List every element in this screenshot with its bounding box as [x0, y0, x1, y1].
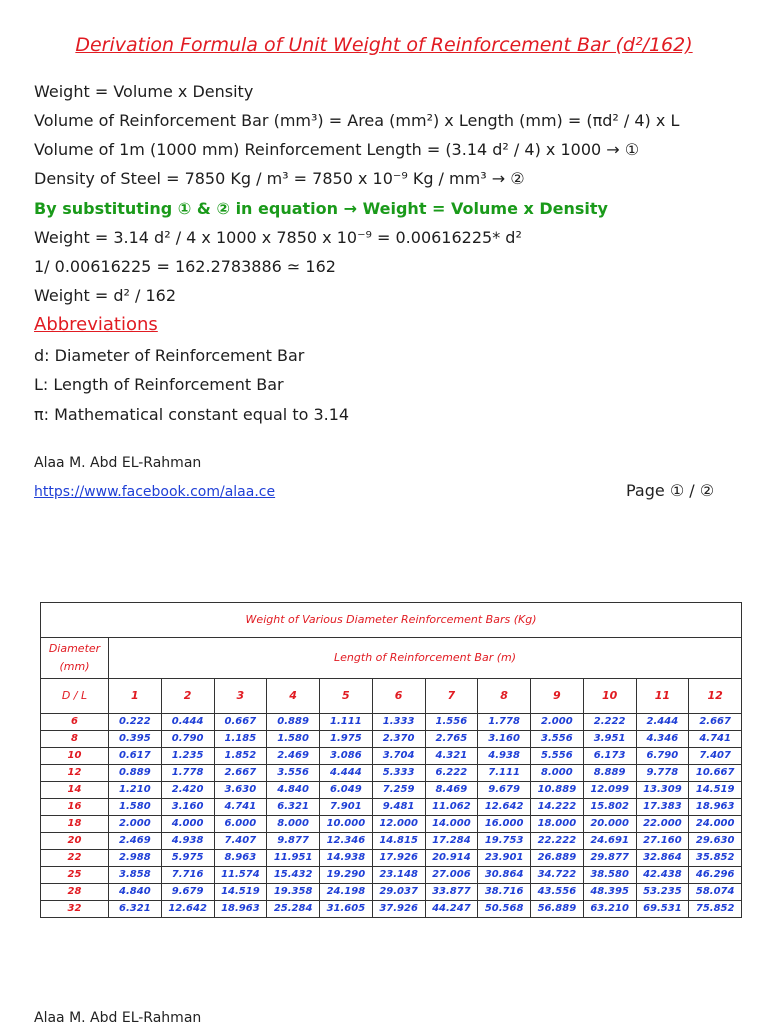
weight-cell: 4.741 — [689, 731, 742, 748]
weight-cell: 6.049 — [320, 782, 373, 799]
weight-cell: 14.519 — [689, 782, 742, 799]
derivation-line-6: Weight = 3.14 d² / 4 x 1000 x 7850 x 10⁻⁹ = 0.00616225* d² — [34, 228, 522, 247]
length-header-cell: 3 — [214, 679, 267, 714]
diameter-header — [41, 638, 109, 679]
weight-cell: 2.469 — [109, 833, 162, 850]
abbreviation-3: π: Mathematical constant equal to 3.14 — [34, 405, 350, 424]
length-header-cell: 12 — [689, 679, 742, 714]
length-header-cell: 4 — [267, 679, 320, 714]
weight-cell: 3.704 — [372, 748, 425, 765]
weight-cell: 5.975 — [161, 850, 214, 867]
weight-cell: 26.889 — [531, 850, 584, 867]
weight-cell: 14.222 — [531, 799, 584, 816]
weight-cell: 8.000 — [531, 765, 584, 782]
weight-cell: 35.852 — [689, 850, 742, 867]
weight-cell: 24.000 — [689, 816, 742, 833]
page-number: Page ① / ② — [626, 481, 715, 500]
table-row — [41, 748, 742, 765]
table-row — [41, 884, 742, 901]
weight-cell: 7.259 — [372, 782, 425, 799]
weight-cell: 12.000 — [372, 816, 425, 833]
weight-cell: 7.111 — [478, 765, 531, 782]
weight-cell: 38.716 — [478, 884, 531, 901]
weight-cell: 9.778 — [636, 765, 689, 782]
length-header-cell: 2 — [161, 679, 214, 714]
weight-cell: 2.420 — [161, 782, 214, 799]
table-row — [41, 850, 742, 867]
weight-cell: 1.111 — [320, 714, 373, 731]
weight-cell: 7.901 — [320, 799, 373, 816]
weight-cell: 4.346 — [636, 731, 689, 748]
weight-cell: 20.914 — [425, 850, 478, 867]
weight-cell: 2.765 — [425, 731, 478, 748]
table-row — [41, 867, 742, 884]
weight-cell: 6.321 — [109, 901, 162, 918]
diameter-cell: 20 — [41, 833, 109, 850]
weight-cell: 1.852 — [214, 748, 267, 765]
weight-cell: 22.000 — [636, 816, 689, 833]
weight-cell: 1.580 — [109, 799, 162, 816]
facebook-link[interactable]: https://www.facebook.com/alaa.ce — [34, 484, 276, 500]
weight-cell: 6.222 — [425, 765, 478, 782]
derivation-line-8: Weight = d² / 162 — [34, 286, 176, 305]
weight-cell: 9.679 — [478, 782, 531, 799]
weight-cell: 3.556 — [531, 731, 584, 748]
weight-cell: 0.222 — [109, 714, 162, 731]
diameter-cell: 18 — [41, 816, 109, 833]
weight-cell: 8.963 — [214, 850, 267, 867]
weight-cell: 14.519 — [214, 884, 267, 901]
weight-cell: 3.858 — [109, 867, 162, 884]
table-caption: Weight of Various Diameter Reinforcement Bars (Kg) — [41, 603, 742, 638]
weight-cell: 48.395 — [583, 884, 636, 901]
weight-cell: 12.099 — [583, 782, 636, 799]
weight-cell: 15.802 — [583, 799, 636, 816]
weight-cell: 11.951 — [267, 850, 320, 867]
diameter-cell: 16 — [41, 799, 109, 816]
weight-cell: 75.852 — [689, 901, 742, 918]
weight-cell: 2.000 — [109, 816, 162, 833]
table-row — [41, 782, 742, 799]
weight-cell: 0.790 — [161, 731, 214, 748]
diameter-cell: 28 — [41, 884, 109, 901]
weight-cell: 5.333 — [372, 765, 425, 782]
weight-cell: 42.438 — [636, 867, 689, 884]
weight-cell: 19.358 — [267, 884, 320, 901]
weight-cell: 13.309 — [636, 782, 689, 799]
table-row — [41, 901, 742, 918]
weight-cell: 12.346 — [320, 833, 373, 850]
table-row — [41, 765, 742, 782]
weight-cell: 22.222 — [531, 833, 584, 850]
diameter-cell: 6 — [41, 714, 109, 731]
weight-cell: 24.198 — [320, 884, 373, 901]
table-row — [41, 833, 742, 850]
weight-cell: 17.284 — [425, 833, 478, 850]
abbreviations-heading: Abbreviations — [34, 314, 158, 335]
weight-cell: 4.840 — [267, 782, 320, 799]
length-header-cell: 8 — [478, 679, 531, 714]
weight-cell: 18.963 — [214, 901, 267, 918]
weight-cell: 4.938 — [478, 748, 531, 765]
weight-cell: 63.210 — [583, 901, 636, 918]
weight-cell: 1.580 — [267, 731, 320, 748]
weight-cell: 6.000 — [214, 816, 267, 833]
weight-cell: 2.988 — [109, 850, 162, 867]
diameter-cell: 12 — [41, 765, 109, 782]
weight-cell: 23.148 — [372, 867, 425, 884]
weight-cell: 0.889 — [109, 765, 162, 782]
weight-cell: 8.889 — [583, 765, 636, 782]
weight-cell: 7.407 — [214, 833, 267, 850]
diameter-cell: 22 — [41, 850, 109, 867]
abbreviation-1: d: Diameter of Reinforcement Bar — [34, 346, 305, 365]
table-row — [41, 799, 742, 816]
length-header-cell: 5 — [320, 679, 373, 714]
weight-cell: 17.926 — [372, 850, 425, 867]
weight-cell: 1.778 — [161, 765, 214, 782]
weight-cell: 8.469 — [425, 782, 478, 799]
weight-cell: 20.000 — [583, 816, 636, 833]
weight-cell: 2.000 — [531, 714, 584, 731]
weight-cell: 2.222 — [583, 714, 636, 731]
weight-cell: 27.160 — [636, 833, 689, 850]
weight-cell: 2.444 — [636, 714, 689, 731]
dl-label: D / L — [41, 679, 109, 714]
author-footer: Alaa M. Abd EL-Rahman — [34, 1010, 202, 1026]
weight-cell: 23.901 — [478, 850, 531, 867]
weight-cell: 4.000 — [161, 816, 214, 833]
weight-cell: 38.580 — [583, 867, 636, 884]
weight-cell: 32.864 — [636, 850, 689, 867]
weight-cell: 0.667 — [214, 714, 267, 731]
weight-cell: 14.815 — [372, 833, 425, 850]
weight-cell: 2.667 — [689, 714, 742, 731]
weight-cell: 14.938 — [320, 850, 373, 867]
weight-cell: 29.630 — [689, 833, 742, 850]
weight-cell: 7.716 — [161, 867, 214, 884]
weight-cell: 34.722 — [531, 867, 584, 884]
weight-table — [40, 602, 742, 918]
weight-cell: 58.074 — [689, 884, 742, 901]
weight-cell: 4.840 — [109, 884, 162, 901]
weight-cell: 16.000 — [478, 816, 531, 833]
length-header-cell: 10 — [583, 679, 636, 714]
diameter-cell: 32 — [41, 901, 109, 918]
weight-cell: 46.296 — [689, 867, 742, 884]
weight-cell: 9.877 — [267, 833, 320, 850]
weight-cell: 1.975 — [320, 731, 373, 748]
diameter-header-label: Diameter — [48, 642, 101, 655]
table-row — [41, 714, 742, 731]
weight-cell: 18.000 — [531, 816, 584, 833]
derivation-line-3: Volume of 1m (1000 mm) Reinforcement Length = (3.14 d² / 4) x 1000 → ① — [34, 140, 640, 159]
document-title: Derivation Formula of Unit Weight of Reinforcement Bar (d²/162) — [75, 34, 693, 56]
weight-cell: 4.938 — [161, 833, 214, 850]
weight-cell: 6.321 — [267, 799, 320, 816]
weight-cell: 0.889 — [267, 714, 320, 731]
derivation-line-7: 1/ 0.00616225 = 162.2783886 ≃ 162 — [34, 257, 336, 276]
length-header-cell: 1 — [109, 679, 162, 714]
author-name: Alaa M. Abd EL-Rahman — [34, 455, 202, 471]
weight-cell: 56.889 — [531, 901, 584, 918]
weight-cell: 1.778 — [478, 714, 531, 731]
weight-cell: 11.574 — [214, 867, 267, 884]
diameter-header-unit: (mm) — [59, 660, 90, 673]
weight-cell: 3.086 — [320, 748, 373, 765]
weight-cell: 14.000 — [425, 816, 478, 833]
weight-cell: 53.235 — [636, 884, 689, 901]
weight-cell: 0.617 — [109, 748, 162, 765]
weight-cell: 25.284 — [267, 901, 320, 918]
weight-cell: 12.642 — [478, 799, 531, 816]
weight-cell: 9.679 — [161, 884, 214, 901]
weight-cell: 12.642 — [161, 901, 214, 918]
weight-cell: 44.247 — [425, 901, 478, 918]
weight-cell: 3.160 — [478, 731, 531, 748]
weight-cell: 0.444 — [161, 714, 214, 731]
derivation-line-1: Weight = Volume x Density — [34, 82, 254, 101]
weight-cell: 24.691 — [583, 833, 636, 850]
weight-cell: 1.235 — [161, 748, 214, 765]
weight-cell: 30.864 — [478, 867, 531, 884]
length-header-cell: 7 — [425, 679, 478, 714]
table-row — [41, 731, 742, 748]
weight-cell: 3.630 — [214, 782, 267, 799]
diameter-cell: 10 — [41, 748, 109, 765]
weight-cell: 11.062 — [425, 799, 478, 816]
weight-cell: 3.160 — [161, 799, 214, 816]
weight-cell: 33.877 — [425, 884, 478, 901]
weight-cell: 69.531 — [636, 901, 689, 918]
length-header: Length of Reinforcement Bar (m) — [109, 638, 742, 679]
weight-cell: 2.469 — [267, 748, 320, 765]
weight-cell: 2.667 — [214, 765, 267, 782]
weight-cell: 10.889 — [531, 782, 584, 799]
weight-cell: 18.963 — [689, 799, 742, 816]
weight-cell: 1.556 — [425, 714, 478, 731]
weight-cell: 29.037 — [372, 884, 425, 901]
weight-cell: 31.605 — [320, 901, 373, 918]
weight-cell: 5.556 — [531, 748, 584, 765]
weight-cell: 3.556 — [267, 765, 320, 782]
weight-cell: 27.006 — [425, 867, 478, 884]
weight-cell: 10.667 — [689, 765, 742, 782]
weight-cell: 15.432 — [267, 867, 320, 884]
weight-cell: 29.877 — [583, 850, 636, 867]
length-header-cell: 11 — [636, 679, 689, 714]
derivation-line-5: By substituting ① & ② in equation → Weight = Volume x Density — [34, 199, 608, 218]
weight-cell: 19.290 — [320, 867, 373, 884]
weight-cell: 4.321 — [425, 748, 478, 765]
weight-cell: 37.926 — [372, 901, 425, 918]
weight-cell: 7.407 — [689, 748, 742, 765]
weight-cell: 50.568 — [478, 901, 531, 918]
weight-cell: 9.481 — [372, 799, 425, 816]
weight-cell: 43.556 — [531, 884, 584, 901]
diameter-cell: 14 — [41, 782, 109, 799]
diameter-cell: 8 — [41, 731, 109, 748]
weight-cell: 19.753 — [478, 833, 531, 850]
weight-cell: 6.173 — [583, 748, 636, 765]
weight-cell: 3.951 — [583, 731, 636, 748]
weight-cell: 1.210 — [109, 782, 162, 799]
weight-cell: 2.370 — [372, 731, 425, 748]
abbreviation-2: L: Length of Reinforcement Bar — [34, 375, 284, 394]
weight-cell: 10.000 — [320, 816, 373, 833]
length-header-cell: 9 — [531, 679, 584, 714]
weight-cell: 17.383 — [636, 799, 689, 816]
derivation-line-2: Volume of Reinforcement Bar (mm³) = Area (mm²) x Length (mm) = (πd² / 4) x L — [34, 111, 680, 130]
weight-cell: 6.790 — [636, 748, 689, 765]
weight-cell: 8.000 — [267, 816, 320, 833]
weight-cell: 1.185 — [214, 731, 267, 748]
weight-cell: 0.395 — [109, 731, 162, 748]
weight-cell: 1.333 — [372, 714, 425, 731]
weight-cell: 4.741 — [214, 799, 267, 816]
length-header-cell: 6 — [372, 679, 425, 714]
table-row — [41, 816, 742, 833]
diameter-cell: 25 — [41, 867, 109, 884]
derivation-line-4: Density of Steel = 7850 Kg / m³ = 7850 x 10⁻⁹ Kg / mm³ → ② — [34, 169, 525, 188]
weight-cell: 4.444 — [320, 765, 373, 782]
